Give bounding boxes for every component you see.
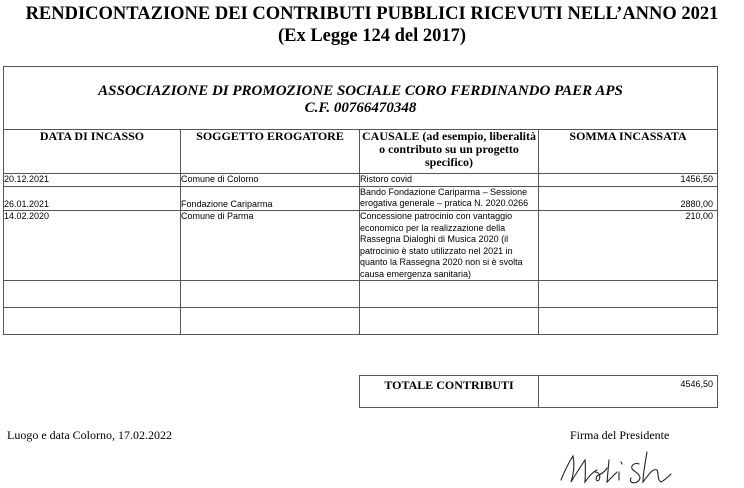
cell-date: 14.02.2020 <box>4 211 181 281</box>
table-row <box>4 174 718 187</box>
column-header-reason: CAUSALE (ad esempio, liberalità o contributo su un progetto specifico) <box>360 130 539 174</box>
cell-amount: 210,00 <box>539 211 718 281</box>
table-row-empty <box>4 308 718 335</box>
association-header <box>4 67 718 130</box>
column-header-amount: SOMMA INCASSATA <box>539 130 718 174</box>
place-and-date: Luogo e data Colorno, 17.02.2022 <box>7 428 172 442</box>
handwritten-signature <box>555 442 695 488</box>
association-tax-code: C.F. 00766470348 <box>304 100 417 116</box>
cell-reason: Ristoro covid <box>360 174 539 187</box>
total-table <box>359 375 718 408</box>
table-row <box>4 211 718 281</box>
signature-label: Firma del Presidente <box>570 428 670 442</box>
table-row <box>4 186 718 211</box>
cell-reason: Concessione patrocinio con vantaggio economico per la realizzazione della Rassegna Dialoghi di Musica 2020 (il patrocinio è stato utilizzato nel 2021 in quanto la Rassegna 2020 non si è svolta causa emergenza sanitaria) <box>360 211 539 281</box>
cell-date: 20.12.2021 <box>4 174 181 187</box>
report-subtitle: (Ex Legge 124 del 2017) <box>277 26 467 46</box>
contributions-table <box>3 66 718 335</box>
report-title: RENDICONTAZIONE DEI CONTRIBUTI PUBBLICI RICEVUTI NELL’ANNO 2021 <box>25 4 719 24</box>
total-label: TOTALE CONTRIBUTI <box>360 376 539 408</box>
association-name: ASSOCIAZIONE DI PROMOZIONE SOCIALE CORO FERDINANDO PAER APS <box>98 83 623 99</box>
cell-amount: 1456,50 <box>539 174 718 187</box>
column-header-entity: SOGGETTO EROGATORE <box>181 130 360 174</box>
cell-amount: 2880,00 <box>539 186 718 211</box>
column-header-date: DATA DI INCASSO <box>4 130 181 174</box>
cell-entity: Comune di Colorno <box>181 174 360 187</box>
total-value: 4546,50 <box>539 376 718 408</box>
cell-entity: Comune di Parma <box>181 211 360 281</box>
cell-reason: Bando Fondazione Cariparma – Sessione erogativa generale – pratica N. 2020.0266 <box>360 186 539 211</box>
table-row-empty <box>4 281 718 308</box>
cell-entity: Fondazione Cariparma <box>181 186 360 211</box>
cell-date: 26.01.2021 <box>4 186 181 211</box>
table-header-row <box>4 130 718 174</box>
